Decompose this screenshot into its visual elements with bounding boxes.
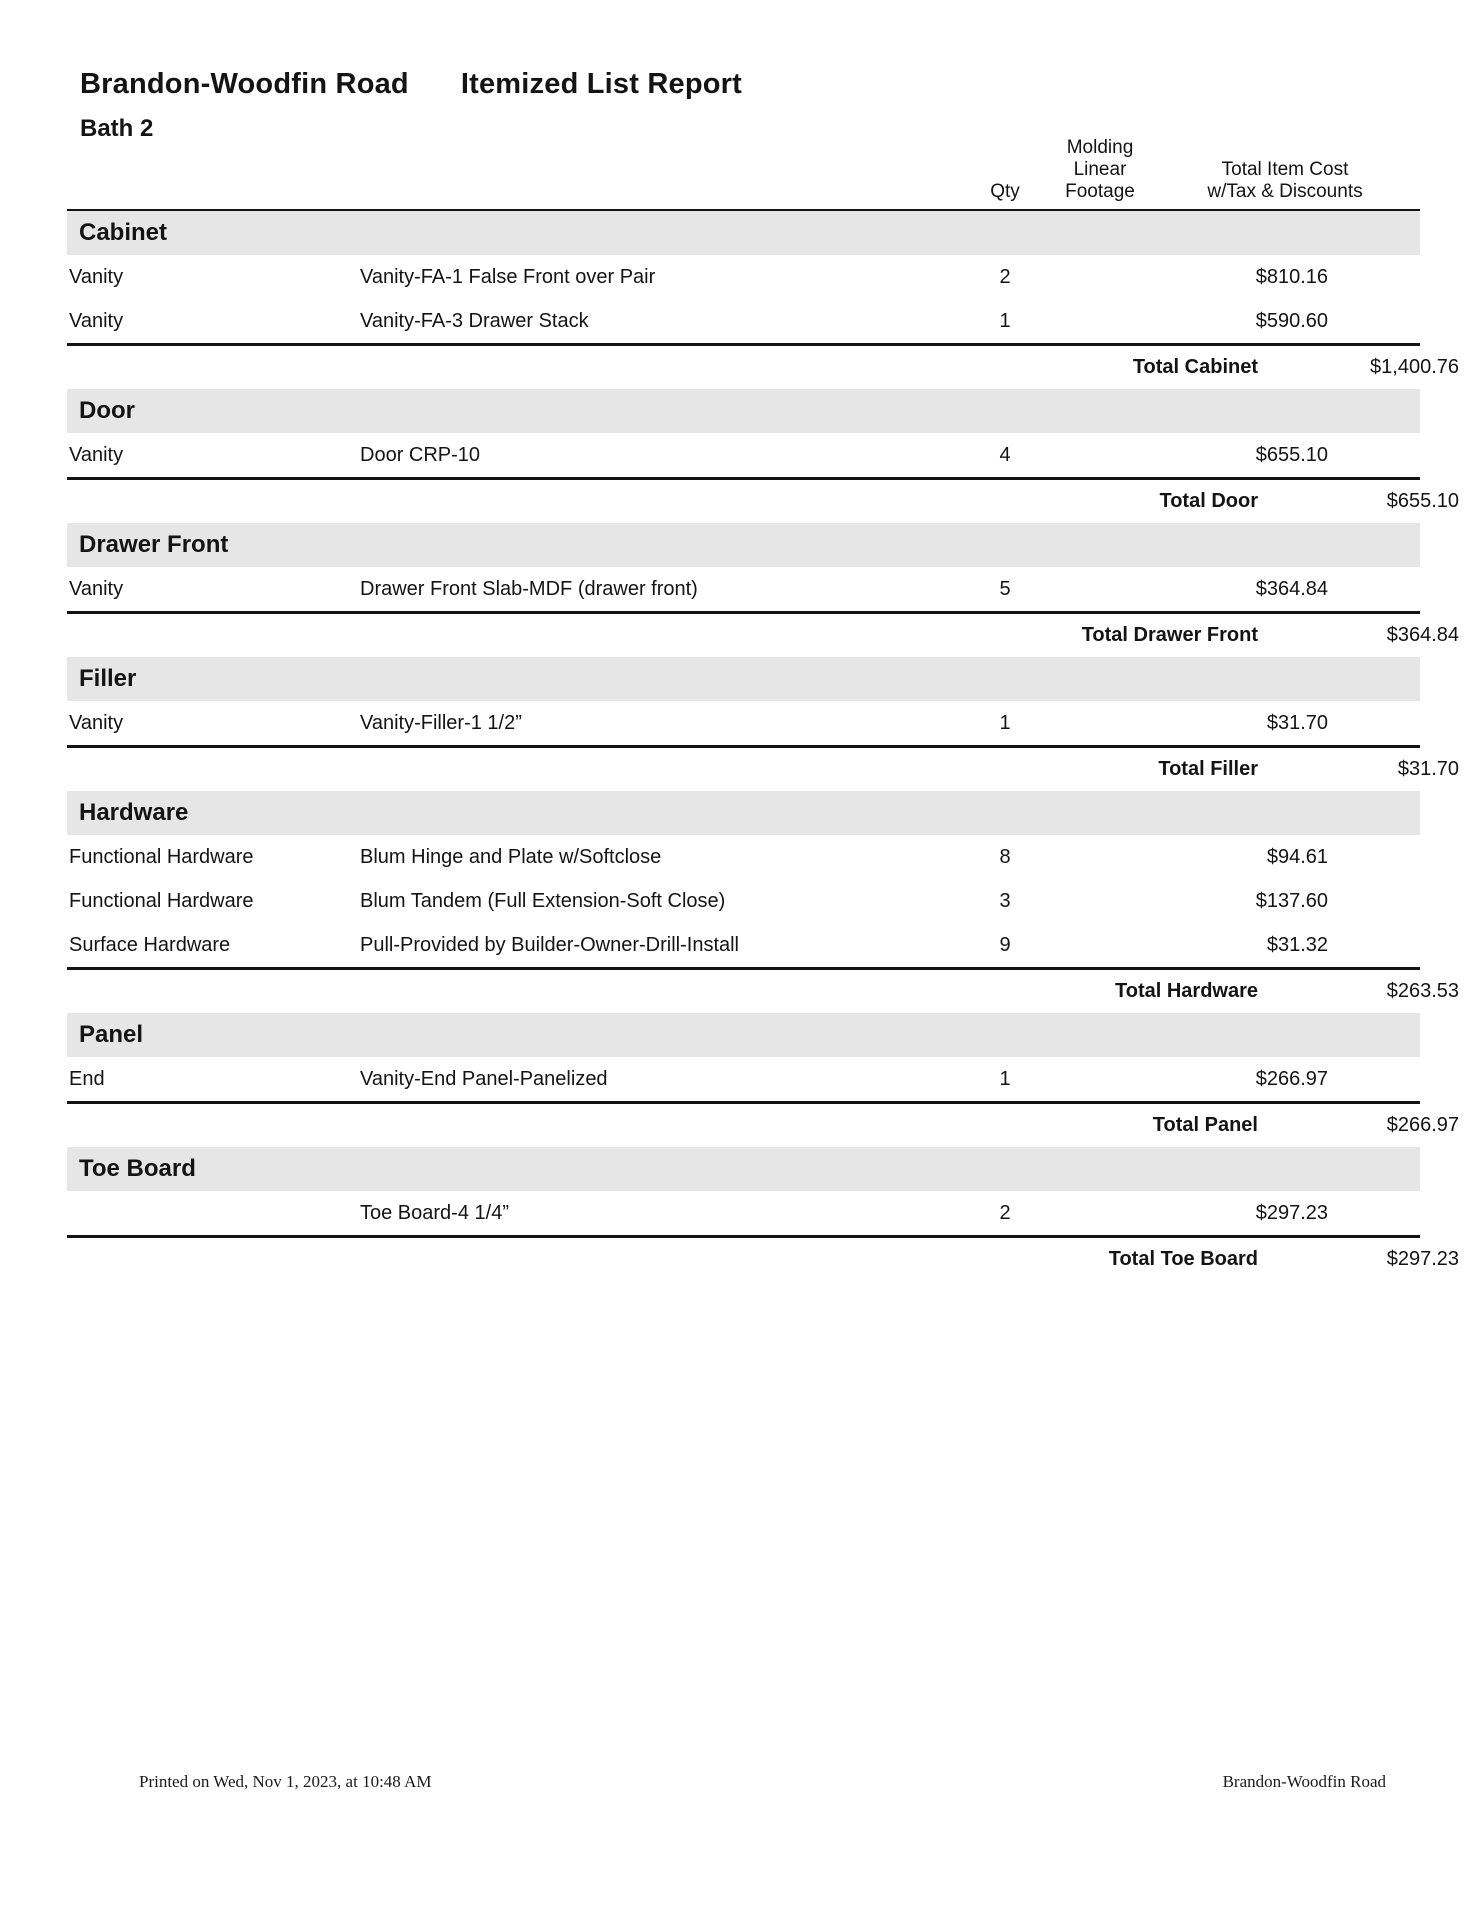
section-title: Hardware	[79, 799, 189, 826]
table-row	[67, 701, 1420, 745]
section-rows	[67, 835, 1420, 967]
section-total-row	[67, 611, 1459, 657]
item-category: Vanity	[69, 265, 124, 288]
section-rows	[67, 433, 1420, 477]
table-row	[67, 879, 1420, 923]
item-qty: 2	[999, 265, 1011, 288]
section-header	[67, 1013, 1420, 1057]
section-header	[67, 791, 1420, 835]
table-column-headers	[67, 115, 1420, 211]
section-title: Filler	[79, 665, 137, 692]
section-header	[67, 389, 1420, 433]
section-header	[67, 211, 1420, 255]
item-category: Vanity	[69, 443, 124, 466]
column-header-cost-line1: Total Item Cost	[1221, 159, 1349, 180]
total-value: $263.53	[1386, 980, 1459, 1002]
total-value: $266.97	[1386, 1114, 1459, 1136]
item-qty: 1	[999, 1067, 1011, 1090]
report-section	[67, 1147, 1459, 1281]
total-label: Total Drawer Front	[1081, 624, 1258, 646]
item-qty: 3	[999, 889, 1011, 912]
section-title: Toe Board	[79, 1155, 196, 1182]
item-category: Vanity	[69, 309, 124, 332]
item-qty: 2	[999, 1201, 1011, 1224]
section-header	[67, 657, 1420, 701]
section-rows	[67, 701, 1420, 745]
table-row	[67, 923, 1420, 967]
item-description: Pull-Provided by Builder-Owner-Drill-Install	[360, 933, 740, 956]
item-cost: $137.60	[1255, 889, 1328, 912]
table-row	[67, 1057, 1420, 1101]
section-title: Panel	[79, 1021, 144, 1048]
total-label: Total Filler	[1158, 758, 1258, 780]
column-header-qty: Qty	[990, 181, 1020, 202]
item-cost: $364.84	[1255, 577, 1328, 600]
project-title: Brandon-Woodfin Road	[80, 68, 409, 100]
section-total-row	[67, 343, 1459, 389]
table-row	[67, 433, 1420, 477]
page-footer	[139, 1772, 1386, 1792]
total-label: Total Panel	[1152, 1114, 1258, 1136]
item-qty: 4	[999, 443, 1011, 466]
item-description: Vanity-FA-1 False Front over Pair	[360, 265, 656, 288]
item-qty: 8	[999, 845, 1011, 868]
section-total-row	[67, 1101, 1459, 1147]
table-row	[67, 1191, 1420, 1235]
item-cost: $94.61	[1266, 845, 1328, 868]
report-section	[67, 791, 1459, 1013]
column-header-cost-line2: w/Tax & Discounts	[1207, 181, 1363, 202]
printed-timestamp: Printed on Wed, Nov 1, 2023, at 10:48 AM	[139, 1772, 432, 1791]
report-section	[67, 389, 1459, 523]
table-row	[67, 255, 1420, 299]
item-cost: $810.16	[1255, 265, 1328, 288]
report-header	[67, 0, 1420, 101]
section-total-row	[67, 967, 1459, 1013]
section-total-row	[67, 477, 1459, 523]
item-qty: 1	[999, 309, 1011, 332]
item-cost: $297.23	[1255, 1201, 1328, 1224]
column-header-molding-line2: Linear	[1073, 159, 1127, 180]
total-value: $655.10	[1386, 490, 1459, 512]
room-title: Bath 2	[80, 115, 154, 142]
table-row	[67, 835, 1420, 879]
item-cost: $31.32	[1266, 933, 1328, 956]
item-description: Door CRP-10	[360, 443, 481, 466]
column-header-molding-line1: Molding	[1066, 137, 1134, 158]
item-category: Functional Hardware	[69, 845, 254, 868]
report-section	[67, 1013, 1459, 1147]
section-rows	[67, 255, 1420, 343]
item-category: Vanity	[69, 577, 124, 600]
item-description: Vanity-Filler-1 1/2”	[360, 711, 522, 734]
item-description: Blum Hinge and Plate w/Softclose	[360, 845, 662, 868]
item-qty: 5	[999, 577, 1011, 600]
item-cost: $31.70	[1266, 711, 1328, 734]
table-row	[67, 299, 1420, 343]
total-value: $31.70	[1397, 758, 1459, 780]
item-cost: $590.60	[1255, 309, 1328, 332]
section-title: Cabinet	[79, 219, 168, 246]
item-cost: $266.97	[1255, 1067, 1328, 1090]
total-value: $297.23	[1386, 1248, 1459, 1270]
item-category: Functional Hardware	[69, 889, 254, 912]
section-rows	[67, 1057, 1420, 1101]
total-label: Total Hardware	[1115, 980, 1258, 1002]
total-label: Total Door	[1159, 490, 1258, 512]
total-value: $1,400.76	[1370, 356, 1459, 378]
item-qty: 1	[999, 711, 1011, 734]
column-header-total-item-cost	[1150, 159, 1420, 203]
item-category: Surface Hardware	[69, 933, 231, 956]
report-section	[67, 657, 1459, 791]
report-title: Itemized List Report	[460, 68, 743, 100]
section-rows	[67, 567, 1420, 611]
item-qty: 9	[999, 933, 1011, 956]
column-header-molding-line3: Footage	[1065, 181, 1135, 202]
total-label: Total Cabinet	[1132, 356, 1258, 378]
section-title: Door	[79, 397, 135, 424]
report-section	[67, 523, 1459, 657]
item-category: End	[69, 1067, 105, 1090]
section-rows	[67, 1191, 1420, 1235]
total-label: Total Toe Board	[1108, 1248, 1258, 1270]
section-title: Drawer Front	[79, 531, 229, 558]
item-description: Vanity-FA-3 Drawer Stack	[360, 309, 589, 332]
column-header-molding-linear-footage	[1050, 137, 1150, 203]
item-category: Vanity	[69, 711, 124, 734]
section-total-row	[67, 745, 1459, 791]
section-header	[67, 523, 1420, 567]
item-cost: $655.10	[1255, 443, 1328, 466]
item-description: Toe Board-4 1/4”	[360, 1201, 509, 1224]
report-section	[67, 211, 1459, 389]
section-total-row	[67, 1235, 1459, 1281]
total-value: $364.84	[1386, 624, 1459, 646]
section-header	[67, 1147, 1420, 1191]
item-description: Blum Tandem (Full Extension-Soft Close)	[360, 889, 726, 912]
item-description: Vanity-End Panel-Panelized	[360, 1067, 608, 1090]
item-description: Drawer Front Slab-MDF (drawer front)	[360, 577, 698, 600]
footer-project-name: Brandon-Woodfin Road	[1222, 1772, 1386, 1791]
report-table	[67, 211, 1459, 1281]
table-row	[67, 567, 1420, 611]
